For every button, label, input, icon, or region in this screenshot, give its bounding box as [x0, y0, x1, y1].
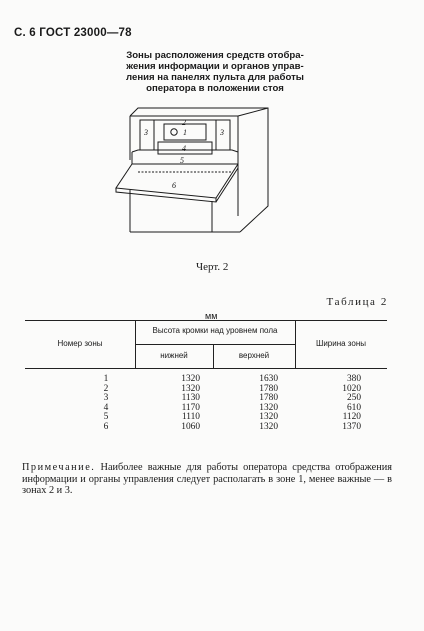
table-subheader-rule: [135, 344, 295, 345]
zone-label-2: 2: [182, 118, 186, 127]
table-caption: Таблица 2: [326, 296, 388, 308]
cell-zone: 3: [103, 393, 109, 403]
cell-upper: 1320: [259, 402, 278, 413]
cell-lower: 1320: [181, 374, 200, 384]
cell-zone: 2: [103, 383, 109, 394]
cell-upper: 1320: [259, 412, 278, 422]
figure-title-line: оператора в положении стоя: [146, 83, 284, 94]
table-top-rule: [25, 320, 387, 321]
note-label: Примечание.: [22, 462, 96, 473]
figure-title-line: ления на панелях пульта для работы: [126, 72, 304, 83]
table-row: [25, 413, 387, 423]
cell-upper: 1630: [259, 374, 278, 384]
console-drawing: [110, 104, 270, 234]
header-lower: нижней: [160, 351, 188, 360]
note-text: Наиболее важные для работы оператора средства отображения информации и органы управления следует располагать в зоне 1, менее важные — в зонах 2 и 3.: [22, 462, 392, 496]
header-width: Ширина зоны: [315, 339, 366, 348]
zone-label-1: 1: [183, 128, 187, 137]
cell-upper: 1320: [259, 421, 278, 432]
table-header-rule: [25, 368, 387, 369]
figure-title-line: жения информации и органов управ-: [126, 61, 304, 72]
header-zone-number: Номер зоны: [57, 339, 103, 348]
table-row: [25, 375, 387, 385]
cell-lower: 1170: [181, 402, 200, 413]
table-row: [25, 385, 387, 395]
cell-width: 1120: [342, 412, 361, 422]
cell-upper: 1780: [259, 393, 278, 403]
cell-width: 380: [346, 374, 361, 384]
zone-label-3-left: 3: [144, 128, 148, 137]
cell-zone: 6: [103, 421, 109, 432]
cell-zone: 4: [103, 402, 109, 413]
table-row: [25, 404, 387, 414]
table-body: [25, 375, 387, 432]
zone-label-4: 4: [182, 144, 186, 153]
cell-lower: 1320: [181, 383, 200, 394]
note-paragraph: [22, 462, 392, 497]
figure-caption: Черт. 2: [196, 261, 229, 273]
cell-width: 1370: [342, 421, 361, 432]
cell-lower: 1060: [181, 421, 200, 432]
cell-upper: 1780: [259, 383, 278, 394]
cell-zone: 1: [103, 374, 109, 384]
cell-lower: 1130: [181, 393, 200, 403]
table-row: [25, 423, 387, 433]
page-header: С. 6 ГОСТ 23000—78: [14, 27, 132, 39]
cell-lower: 1110: [181, 412, 200, 422]
figure-title-line: Зоны расположения средств отобра-: [126, 50, 304, 61]
zone-label-6: 6: [172, 181, 176, 190]
cell-zone: 5: [103, 412, 109, 422]
zone-label-5: 5: [180, 156, 184, 165]
figure-title: [110, 50, 320, 94]
cell-width: 1020: [342, 383, 361, 394]
table-row: [25, 394, 387, 404]
cell-width: 250: [346, 393, 361, 403]
table-unit: мм: [205, 311, 218, 321]
cell-width: 610: [346, 402, 361, 413]
header-edge-height: Высота кромки над уровнем пола: [152, 326, 278, 335]
zone-label-3-right: 3: [220, 128, 224, 137]
header-upper: верхней: [238, 351, 270, 360]
